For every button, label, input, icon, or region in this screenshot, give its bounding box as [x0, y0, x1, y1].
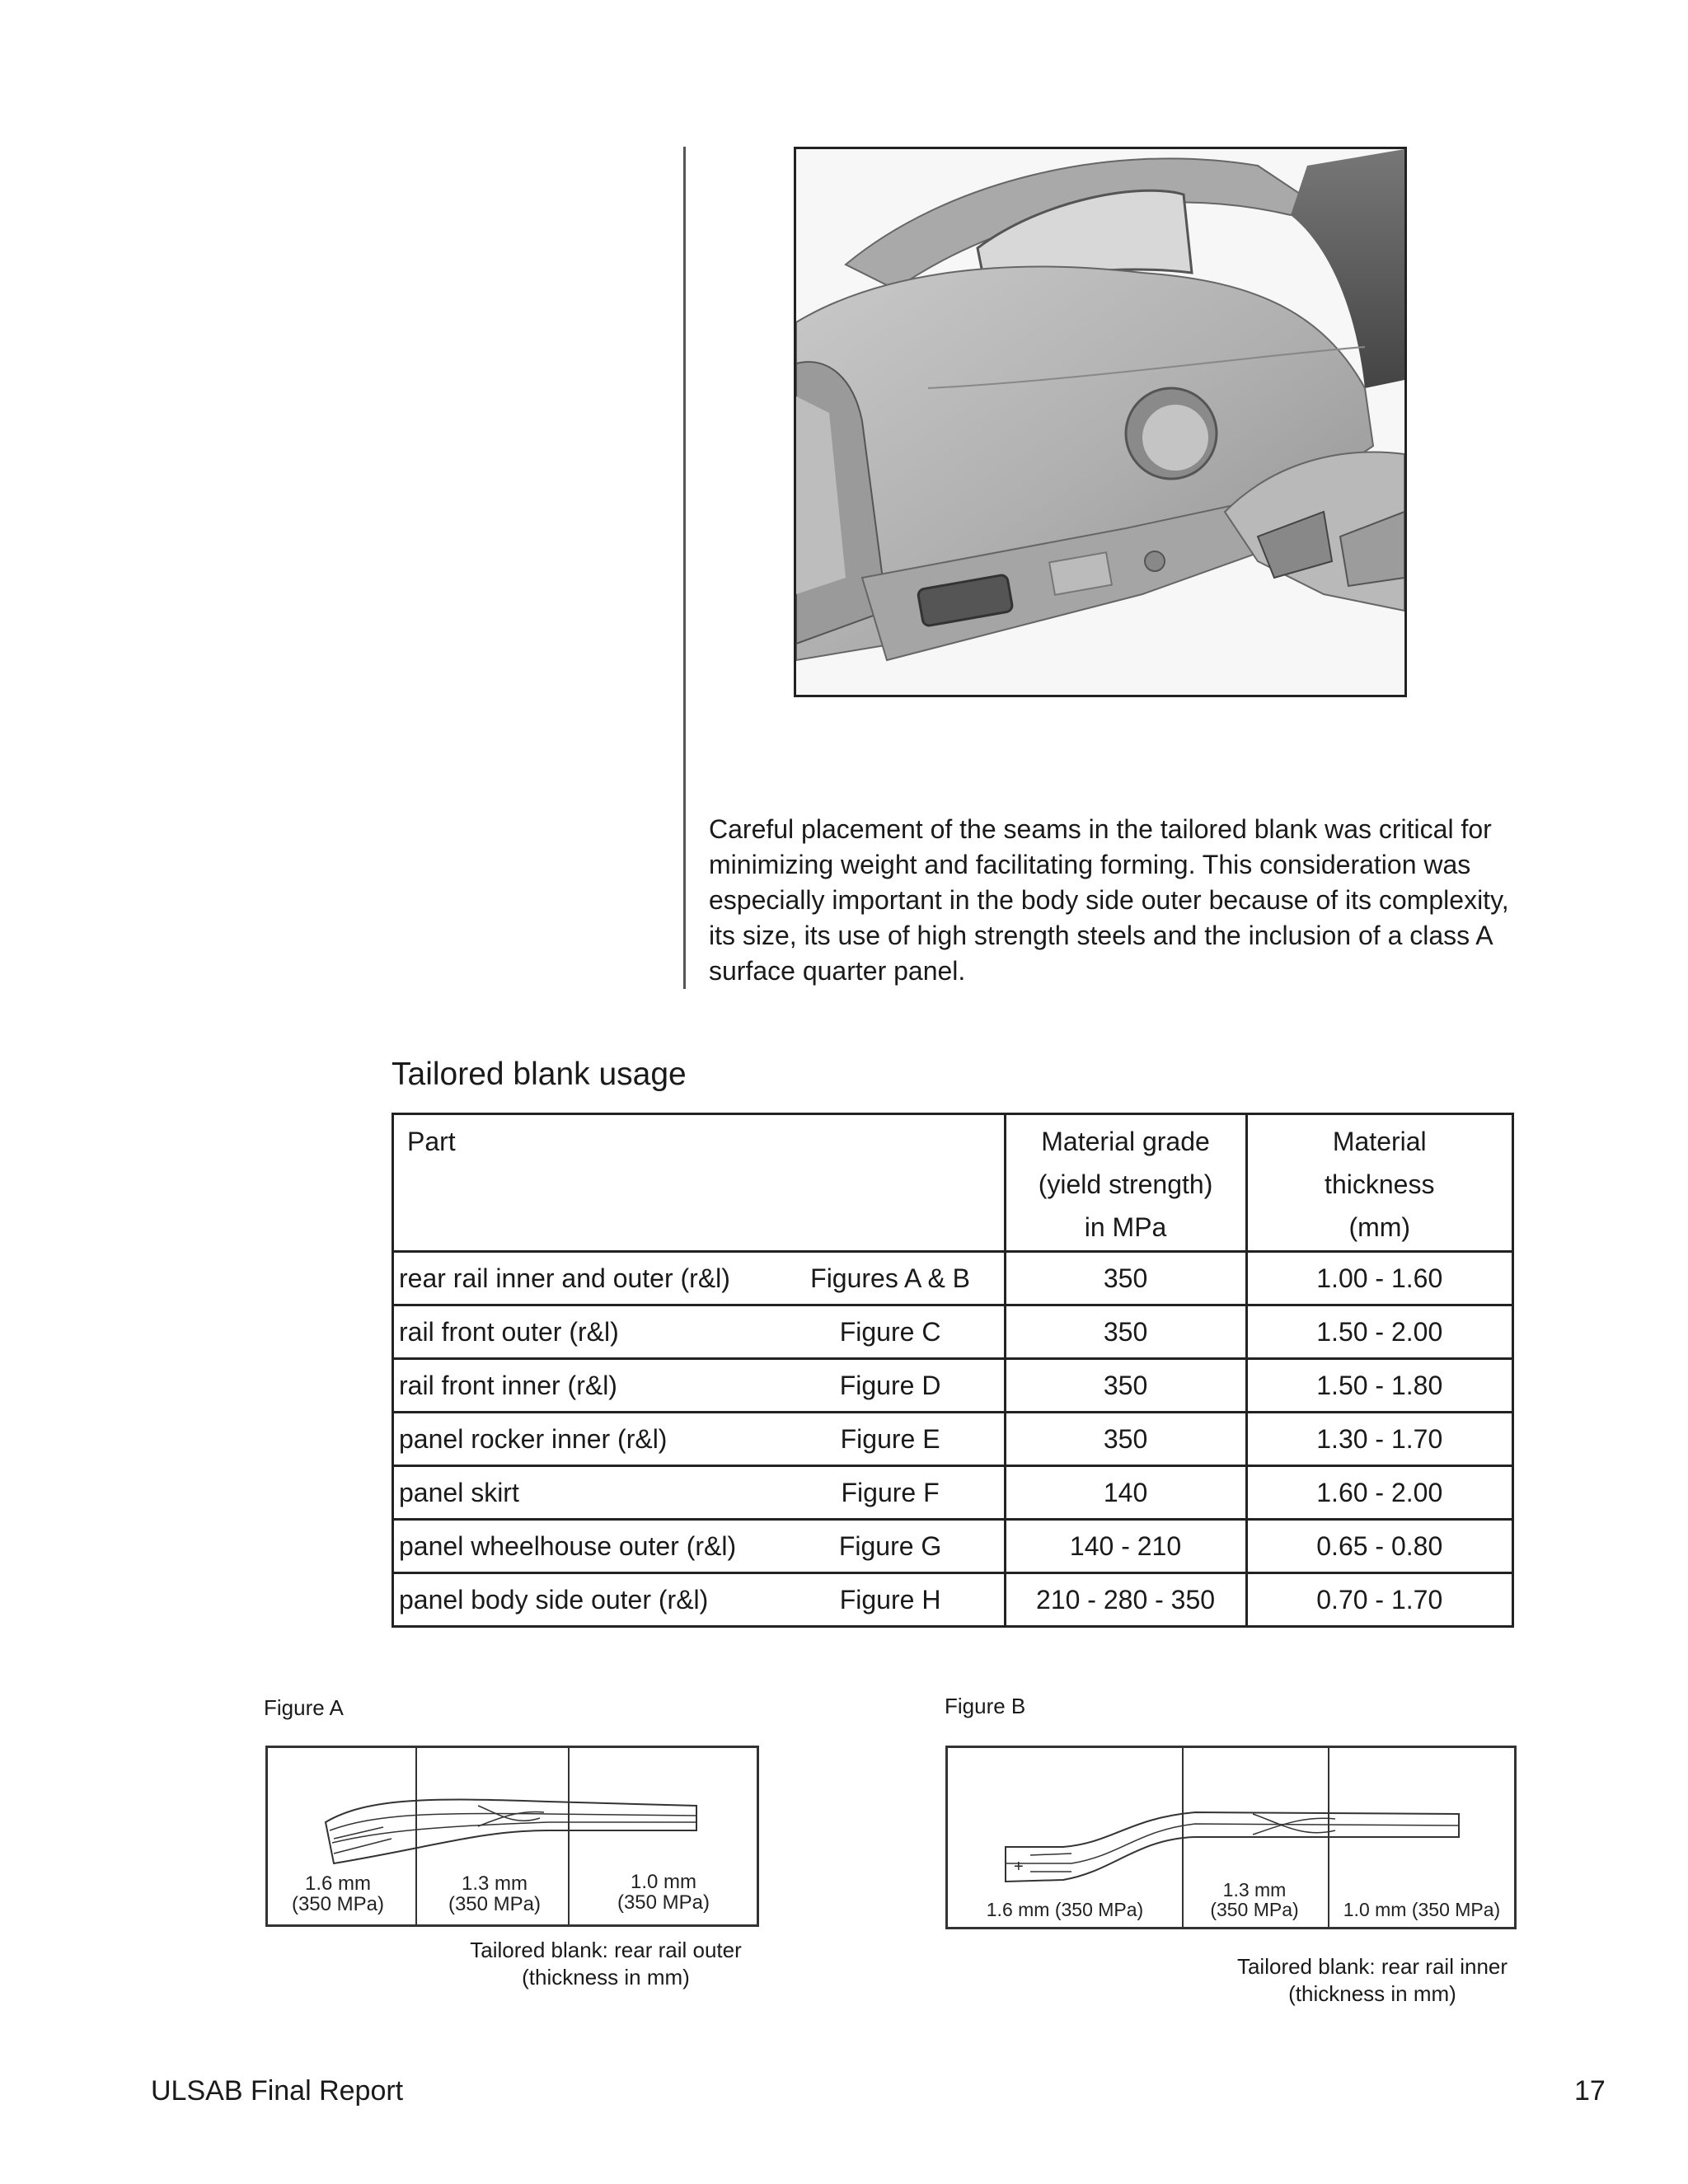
cell-part: rear rail inner and outer (r&l) [399, 1263, 730, 1293]
figure-b-caption: Tailored blank: rear rail inner (thickness in mm) [1236, 1954, 1508, 2006]
cell-part: panel rocker inner (r&l) [399, 1423, 668, 1454]
table-row [393, 1520, 1513, 1573]
cell-figure: Figure H [839, 1584, 941, 1615]
figure-a-seg3-grade: (350 MPa) [617, 1891, 710, 1914]
cell-grade: 210 - 280 - 350 [1005, 1573, 1246, 1627]
cell-part: rail front outer (r&l) [399, 1316, 619, 1347]
figure-a-seg1-thickness: 1.6 mm [304, 1872, 372, 1895]
table-row [393, 1359, 1513, 1413]
cell-part: panel wheelhouse outer (r&l) [399, 1530, 737, 1561]
cell-thickness: 0.65 - 0.80 [1246, 1520, 1513, 1573]
cell-grade: 350 [1005, 1252, 1246, 1305]
header-material-grade: Material grade (yield strength) in MPa [1005, 1114, 1246, 1252]
cell-grade: 140 [1005, 1466, 1246, 1520]
cell-grade: 350 [1005, 1413, 1246, 1466]
figure-b-seg3-label: 1.0 mm (350 MPa) [1343, 1899, 1501, 1920]
page-number: 17 [1574, 2075, 1606, 2107]
cell-figure: Figure F [841, 1477, 940, 1507]
figure-a-diagram [265, 1746, 759, 1927]
figure-a-seg3-thickness: 1.0 mm [630, 1871, 697, 1893]
cell-part: panel skirt [399, 1477, 519, 1507]
cell-figure: Figure E [840, 1423, 940, 1454]
cell-thickness: 1.30 - 1.70 [1246, 1413, 1513, 1466]
table-row [393, 1252, 1513, 1305]
cell-thickness: 1.50 - 2.00 [1246, 1305, 1513, 1359]
figure-b-seg2-thickness: 1.3 mm [1222, 1879, 1287, 1900]
table-row [393, 1573, 1513, 1627]
cell-grade: 140 - 210 [1005, 1520, 1246, 1573]
vertical-divider [683, 147, 686, 989]
cell-grade: 350 [1005, 1305, 1246, 1359]
cell-thickness: 1.00 - 1.60 [1246, 1252, 1513, 1305]
table-row [393, 1413, 1513, 1466]
cell-part: panel body side outer (r&l) [399, 1584, 709, 1615]
header-material-thickness: Material thickness (mm) [1246, 1114, 1513, 1252]
figure-b-diagram [945, 1746, 1517, 1929]
table-header-row [393, 1114, 1513, 1252]
figure-a-seg2-thickness: 1.3 mm [461, 1872, 528, 1895]
cell-thickness: 0.70 - 1.70 [1246, 1573, 1513, 1627]
cell-figure: Figure G [838, 1530, 942, 1561]
cell-figure: Figure D [839, 1370, 941, 1400]
cell-figure: Figures A & B [810, 1263, 971, 1293]
cell-thickness: 1.60 - 2.00 [1246, 1466, 1513, 1520]
figure-a-seg1-grade: (350 MPa) [291, 1893, 385, 1915]
header-part: Part [393, 1114, 1006, 1252]
table-row [393, 1466, 1513, 1520]
cell-figure: Figure C [839, 1316, 941, 1347]
cell-grade: 350 [1005, 1359, 1246, 1413]
cell-part: rail front inner (r&l) [399, 1370, 617, 1400]
plus-marker-icon: + [1014, 1858, 1024, 1876]
figure-a-label: Figure A [264, 1695, 344, 1720]
figure-b-seg2-grade: (350 MPa) [1210, 1899, 1299, 1920]
body-paragraph: Careful placement of the seams in the tailored blank was critical for minimizing weight and facilitating forming. This consideration was especially important in the body side outer because of its complexity, its size, its use of high strength steels and the inclusion of a class A surface quarter panel. [709, 814, 1509, 986]
figure-a-seg2-grade: (350 MPa) [448, 1893, 542, 1915]
tailored-blank-table [392, 1113, 1514, 1628]
body-side-outer-photo [794, 147, 1407, 697]
footer-report-title: ULSAB Final Report [151, 2075, 404, 2107]
figure-b-label: Figure B [945, 1694, 1026, 1718]
figure-b-seg1-label: 1.6 mm (350 MPa) [986, 1899, 1144, 1920]
cell-thickness: 1.50 - 1.80 [1246, 1359, 1513, 1413]
table-row [393, 1305, 1513, 1359]
table-title: Tailored blank usage [392, 1057, 687, 1092]
figure-a-caption: Tailored blank: rear rail outer (thickness in mm) [470, 1938, 742, 1990]
